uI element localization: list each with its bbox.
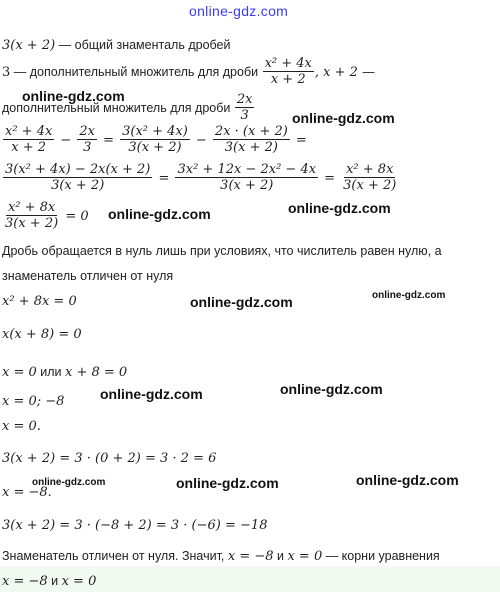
text-fragment: и <box>273 549 288 563</box>
line-common-denominator <box>2 34 230 53</box>
operator: = <box>158 171 170 186</box>
text-fragment: дополнительный множитель для дроби <box>2 101 234 115</box>
fraction <box>263 56 314 87</box>
equation-split <box>2 361 127 380</box>
watermark: online-gdz.com <box>108 206 211 222</box>
denominator: 3(x + 2) <box>51 178 105 193</box>
fraction <box>175 162 318 193</box>
watermark-top: online-gdz.com <box>189 3 289 19</box>
operator: − <box>195 133 207 148</box>
numerator: x² + 4x <box>5 124 53 139</box>
operator: = <box>295 133 307 148</box>
line-multiplier-1 <box>2 56 375 87</box>
line-equation-step-2 <box>2 162 399 193</box>
numerator: 3x² + 12x − 2x² − 4x <box>177 162 317 177</box>
text-fragment: — общий знаменталь дробей <box>55 38 231 52</box>
watermark: online-gdz.com <box>372 290 446 301</box>
watermark: online-gdz.com <box>280 381 383 397</box>
numerator: x² + 8x <box>7 200 56 215</box>
watermark: online-gdz.com <box>356 472 459 488</box>
denominator: x + 2 <box>270 72 306 87</box>
denominator: 3(x + 2) <box>224 140 278 155</box>
line-equation-step-1 <box>2 124 307 155</box>
paragraph-condition-1: Дробь обращается в нуль лишь при условиях, что числитель равен нулю, а <box>2 244 442 258</box>
denominator: 3 <box>83 140 92 155</box>
text-fragment: или <box>36 365 65 379</box>
denominator: 3(x + 2) <box>343 178 397 193</box>
denominator: x + 2 <box>11 140 47 155</box>
fraction <box>3 200 60 231</box>
line-equation-step-3 <box>2 200 89 231</box>
check-denominator-zero: 3(x + 2) = 3 · (0 + 2) = 3 · 2 = 6 <box>2 451 217 466</box>
equation-roots: x = 0; −8 <box>2 394 65 409</box>
fraction <box>77 124 97 155</box>
numerator: 3(x² + 4x) <box>122 124 188 139</box>
watermark: online-gdz.com <box>176 475 279 491</box>
math-expression: x = −8 <box>227 549 274 564</box>
math-expression: 3(x + 2) <box>2 38 56 53</box>
numerator: x² + 8x <box>346 162 394 177</box>
math-expression: x = 0 <box>287 549 323 564</box>
watermark: online-gdz.com <box>292 110 395 126</box>
operator: = <box>103 133 115 148</box>
watermark: online-gdz.com <box>190 294 293 310</box>
text-fragment: и <box>47 574 62 588</box>
fraction <box>3 162 152 193</box>
watermark: online-gdz.com <box>32 477 106 488</box>
conclusion-line <box>2 545 440 564</box>
numerator: 2x · (x + 2) <box>214 124 288 139</box>
check-root-zero: x = 0. <box>2 419 41 434</box>
final-answer <box>2 570 96 589</box>
math-expression: = 0 <box>61 209 89 224</box>
text-fragment: — корни уравнения <box>322 549 440 563</box>
operator: = <box>324 171 336 186</box>
numerator: x² + 4x <box>264 56 312 71</box>
equation-numerator-zero: x² + 8x = 0 <box>2 294 77 309</box>
denominator: 3 <box>240 108 249 123</box>
text-fragment: Знаменатель отличен от нуля. Значит, <box>2 549 228 563</box>
check-denominator-minus-eight: 3(x + 2) = 3 · (−8 + 2) = 3 · (−6) = −18 <box>2 518 268 533</box>
fraction <box>341 162 398 193</box>
math-number: 3 <box>2 65 11 80</box>
math-expression: , x + 2 — <box>314 65 376 80</box>
math-expression: x = 0 <box>2 365 37 380</box>
watermark: online-gdz.com <box>22 88 125 104</box>
denominator: 3(x + 2) <box>5 216 59 231</box>
numerator: 2x <box>236 92 253 107</box>
check-root-minus-eight: x = −8. <box>2 485 52 500</box>
paragraph-condition-2: знаменатель отличен от нуля <box>2 269 174 283</box>
fraction <box>235 92 255 123</box>
denominator: 3(x + 2) <box>220 178 274 193</box>
equation-factored: x(x + 8) = 0 <box>2 327 82 342</box>
math-expression: x = 0 <box>61 574 97 589</box>
operator: − <box>60 133 72 148</box>
line-multiplier-2 <box>2 92 255 123</box>
watermark: online-gdz.com <box>288 200 391 216</box>
text-fragment: — дополнительный множитель для дроби <box>10 65 262 79</box>
watermark: online-gdz.com <box>100 386 203 402</box>
fraction <box>213 124 290 155</box>
fraction <box>3 124 54 155</box>
numerator: 3(x² + 4x) − 2x(x + 2) <box>5 162 151 177</box>
numerator: 2x <box>79 124 96 139</box>
math-expression: x = −8 <box>2 574 48 589</box>
math-expression: x + 8 = 0 <box>64 365 128 380</box>
fraction <box>120 124 190 155</box>
denominator: 3(x + 2) <box>128 140 182 155</box>
